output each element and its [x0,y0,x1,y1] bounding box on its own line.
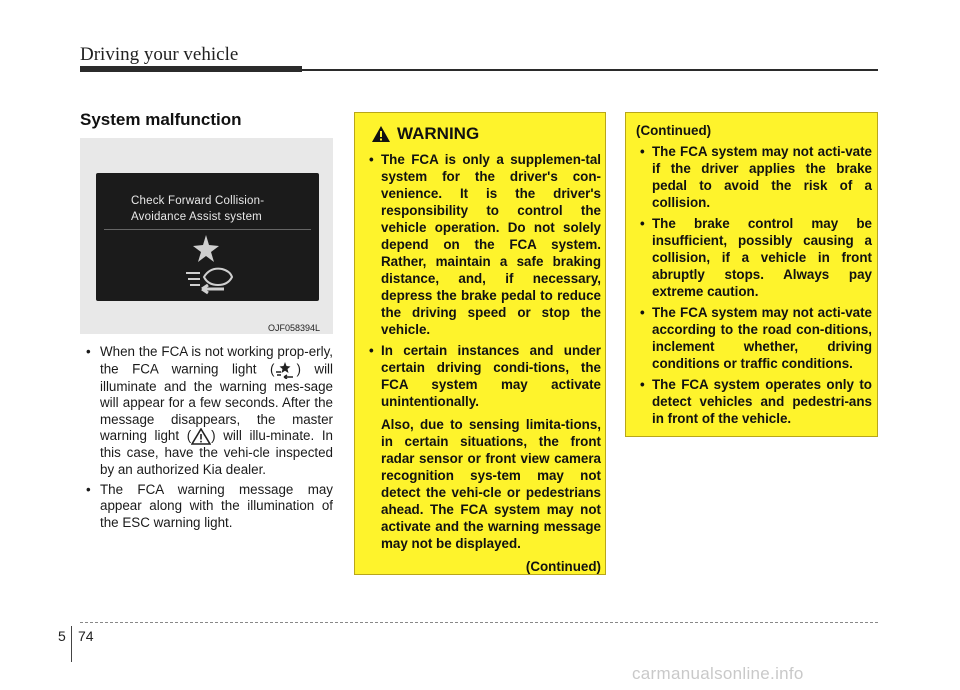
warning-header [371,124,479,144]
warning-continued: (Continued) [525,559,601,574]
continued-bullet-brake-pedal: • The FCA system may not acti-vate if the driver applies the brake pedal to avoid the risk of a collision. [636,143,872,211]
screen-message-line1: Check Forward Collision- [131,195,265,207]
figure-caption: OJF058394L [268,323,321,333]
fca-warning-light-icon [274,361,296,379]
continued-bullet-brake-control: • The brake control may be insufficient, possibly causing a collision, if a vehicle in front abruptly stops. Always pay extreme caution. [636,215,872,300]
continued-body [636,122,872,431]
watermark: carmanualsonline.info [632,664,804,683]
figure-cluster-display [80,138,333,334]
continued-label: (Continued) [636,123,712,138]
warning-continued-box [625,112,878,437]
continued-bullet-road-conditions: • The FCA system may not acti-vate according to the road con-ditions, inclement whether, driving conditions or traffic conditions. [636,304,872,372]
master-warning-light-icon [191,428,211,445]
header-title: Driving your vehicle [80,44,239,65]
header-rule-thin [300,69,878,71]
warning-bullet-supplemental: • The FCA is only a supplemen-tal system for the driver's con-venience. It is the driver's responsibility to control the vehicle operation. Do not solely depend on the FCA system. Rather, maintain a safe braking distance, and, if necessary, depress the brake pedal to reduce the driving speed or stop the vehicle. [365,151,601,338]
screen-message-line2: Avoidance Assist system [131,211,262,223]
bullet-text-part1: When the FCA is not working prop-erly, the FCA warning light ( [100,344,333,377]
section-title: System malfunction [80,110,242,129]
left-column-text [80,344,333,534]
bullet-esc-warning: • The FCA warning message may appear along with the illumination of the ESC warning light. [80,482,333,532]
cluster-screen [96,173,319,301]
footer-chapter-number: 5 [58,628,66,644]
bullet-text-part3: ) will illu-minate. In this case, have the vehi-cle inspected by an authorized Kia dealer. [100,428,333,477]
continued-bullet-detect-vehicles: • The FCA system operates only to detect vehicles and pedestri-ans in front of the vehicle. [636,376,872,427]
warning-triangle-icon [371,125,391,143]
warning-title: WARNING [397,124,480,143]
bullet-fca-not-working [80,344,333,479]
warning-box [354,112,606,575]
footer-page-number: 74 [78,628,94,644]
footer-separator [80,622,878,623]
warning-body [365,151,601,575]
warning-para-sensing: Also, due to sensing limita-tions, in certain situations, the front radar sensor or front view camera recognition sys-tem may not detect the vehi-cle or pedestrians ahead. The FCA system may not activate and the warning message may not be displayed. [381,417,601,551]
warning-bullet-unintentional: • In certain instances and under certain driving condi-tions, the FCA system may activate unintentionally. [365,342,601,410]
screen-divider [104,229,311,230]
fca-warning-icon [168,233,244,295]
header-rule-thick [80,66,302,72]
footer-divider [71,626,72,662]
bullet-text-part2: ) will illuminate and the warning mes-sage will appear for a few seconds. After the message disappears, the master warning light ( [100,361,333,444]
